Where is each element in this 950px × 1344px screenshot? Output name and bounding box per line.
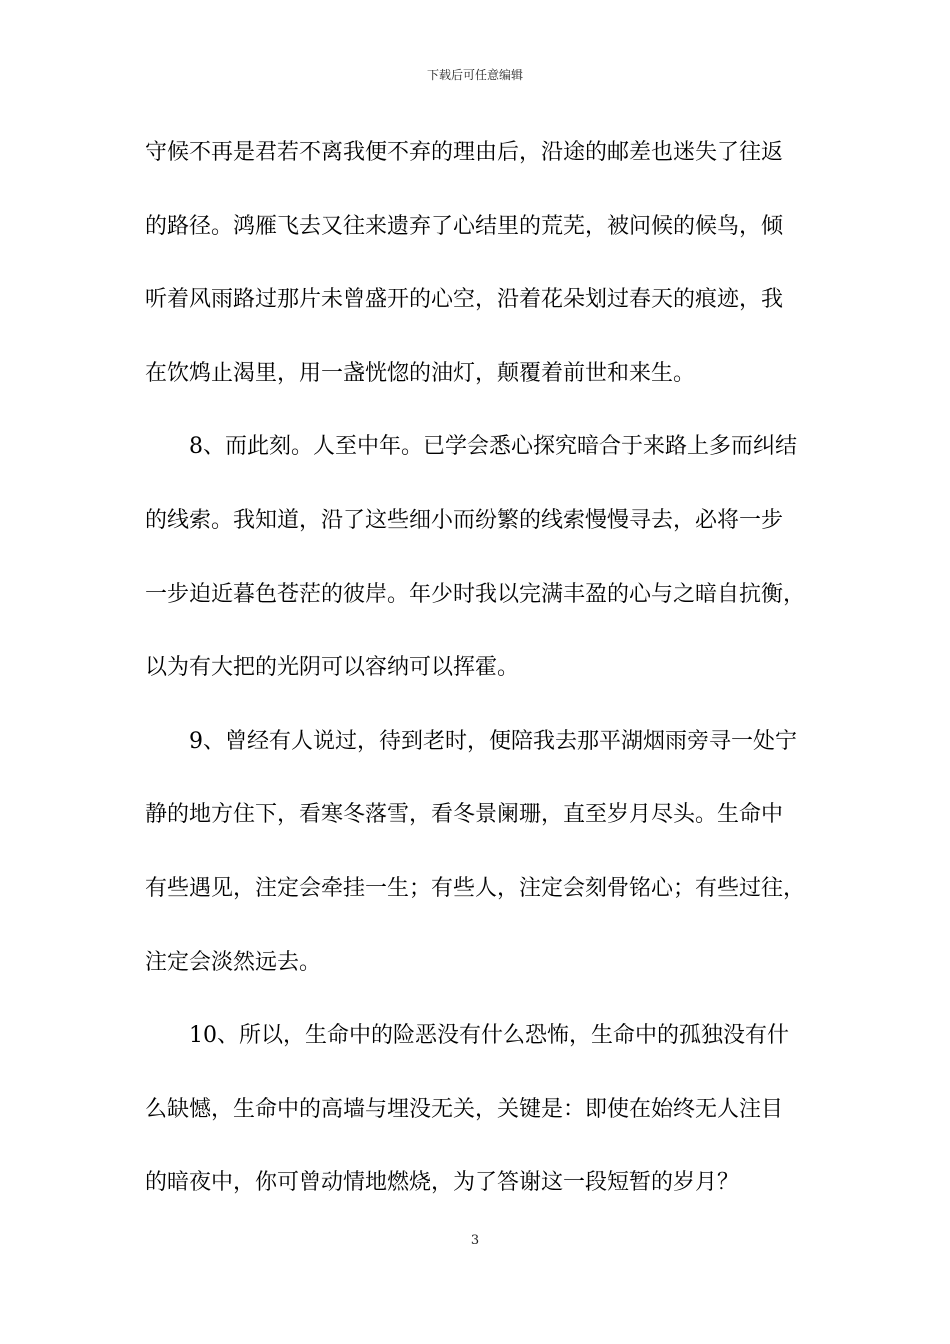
text-line: 的暗夜中，你可曾动情地燃烧，为了答谢这一段短暂的岁月？: [145, 1170, 740, 1196]
text-line: 注定会淡然远去。: [145, 949, 322, 975]
body-text: [145, 128, 835, 1232]
paragraph-start-line: 10、所以，生命中的险恶没有什么恐怖，生命中的孤独没有什: [189, 1023, 789, 1049]
paragraph-start-line: 8、而此刻。人至中年。已学会悉心探究暗合于来路上多而纠结: [189, 434, 797, 460]
text-line: 一步迫近暮色苍茫的彼岸。年少时我以完满丰盈的心与之暗自抗衡，: [145, 581, 806, 607]
text-line: 么缺憾，生命中的高墙与埋没无关，关键是：即使在始终无人注目: [145, 1096, 784, 1122]
text-line: 听着风雨路过那片未曾盛开的心空，沿着花朵划过春天的痕迹，我: [145, 287, 784, 313]
text-line: 的路径。鸿雁飞去又往来遗弃了心结里的荒芜，被问候的候鸟，倾: [145, 213, 784, 239]
text-line: 的线索。我知道，沿了这些细小而纷繁的线索慢慢寻去，必将一步: [145, 507, 784, 533]
text-line: 以为有大把的光阴可以容纳可以挥霍。: [145, 655, 520, 681]
text-line: 在饮鸩止渴里，用一盏恍惚的油灯，颠覆着前世和来生。: [145, 360, 696, 386]
text-line: 有些遇见，注定会牵挂一生；有些人，注定会刻骨铭心；有些过往，: [145, 875, 806, 901]
text-line: 静的地方住下，看寒冬落雪，看冬景阑珊，直至岁月尽头。生命中: [145, 802, 784, 828]
page-number: 3: [470, 1233, 480, 1248]
page-header: 下载后可任意编辑: [426, 68, 523, 82]
text-line: 守候不再是君若不离我便不弃的理由后，沿途的邮差也迷失了往返: [145, 140, 784, 165]
paragraph-start-line: 9、曾经有人说过，待到老时，便陪我去那平湖烟雨旁寻一处宁: [189, 728, 797, 754]
